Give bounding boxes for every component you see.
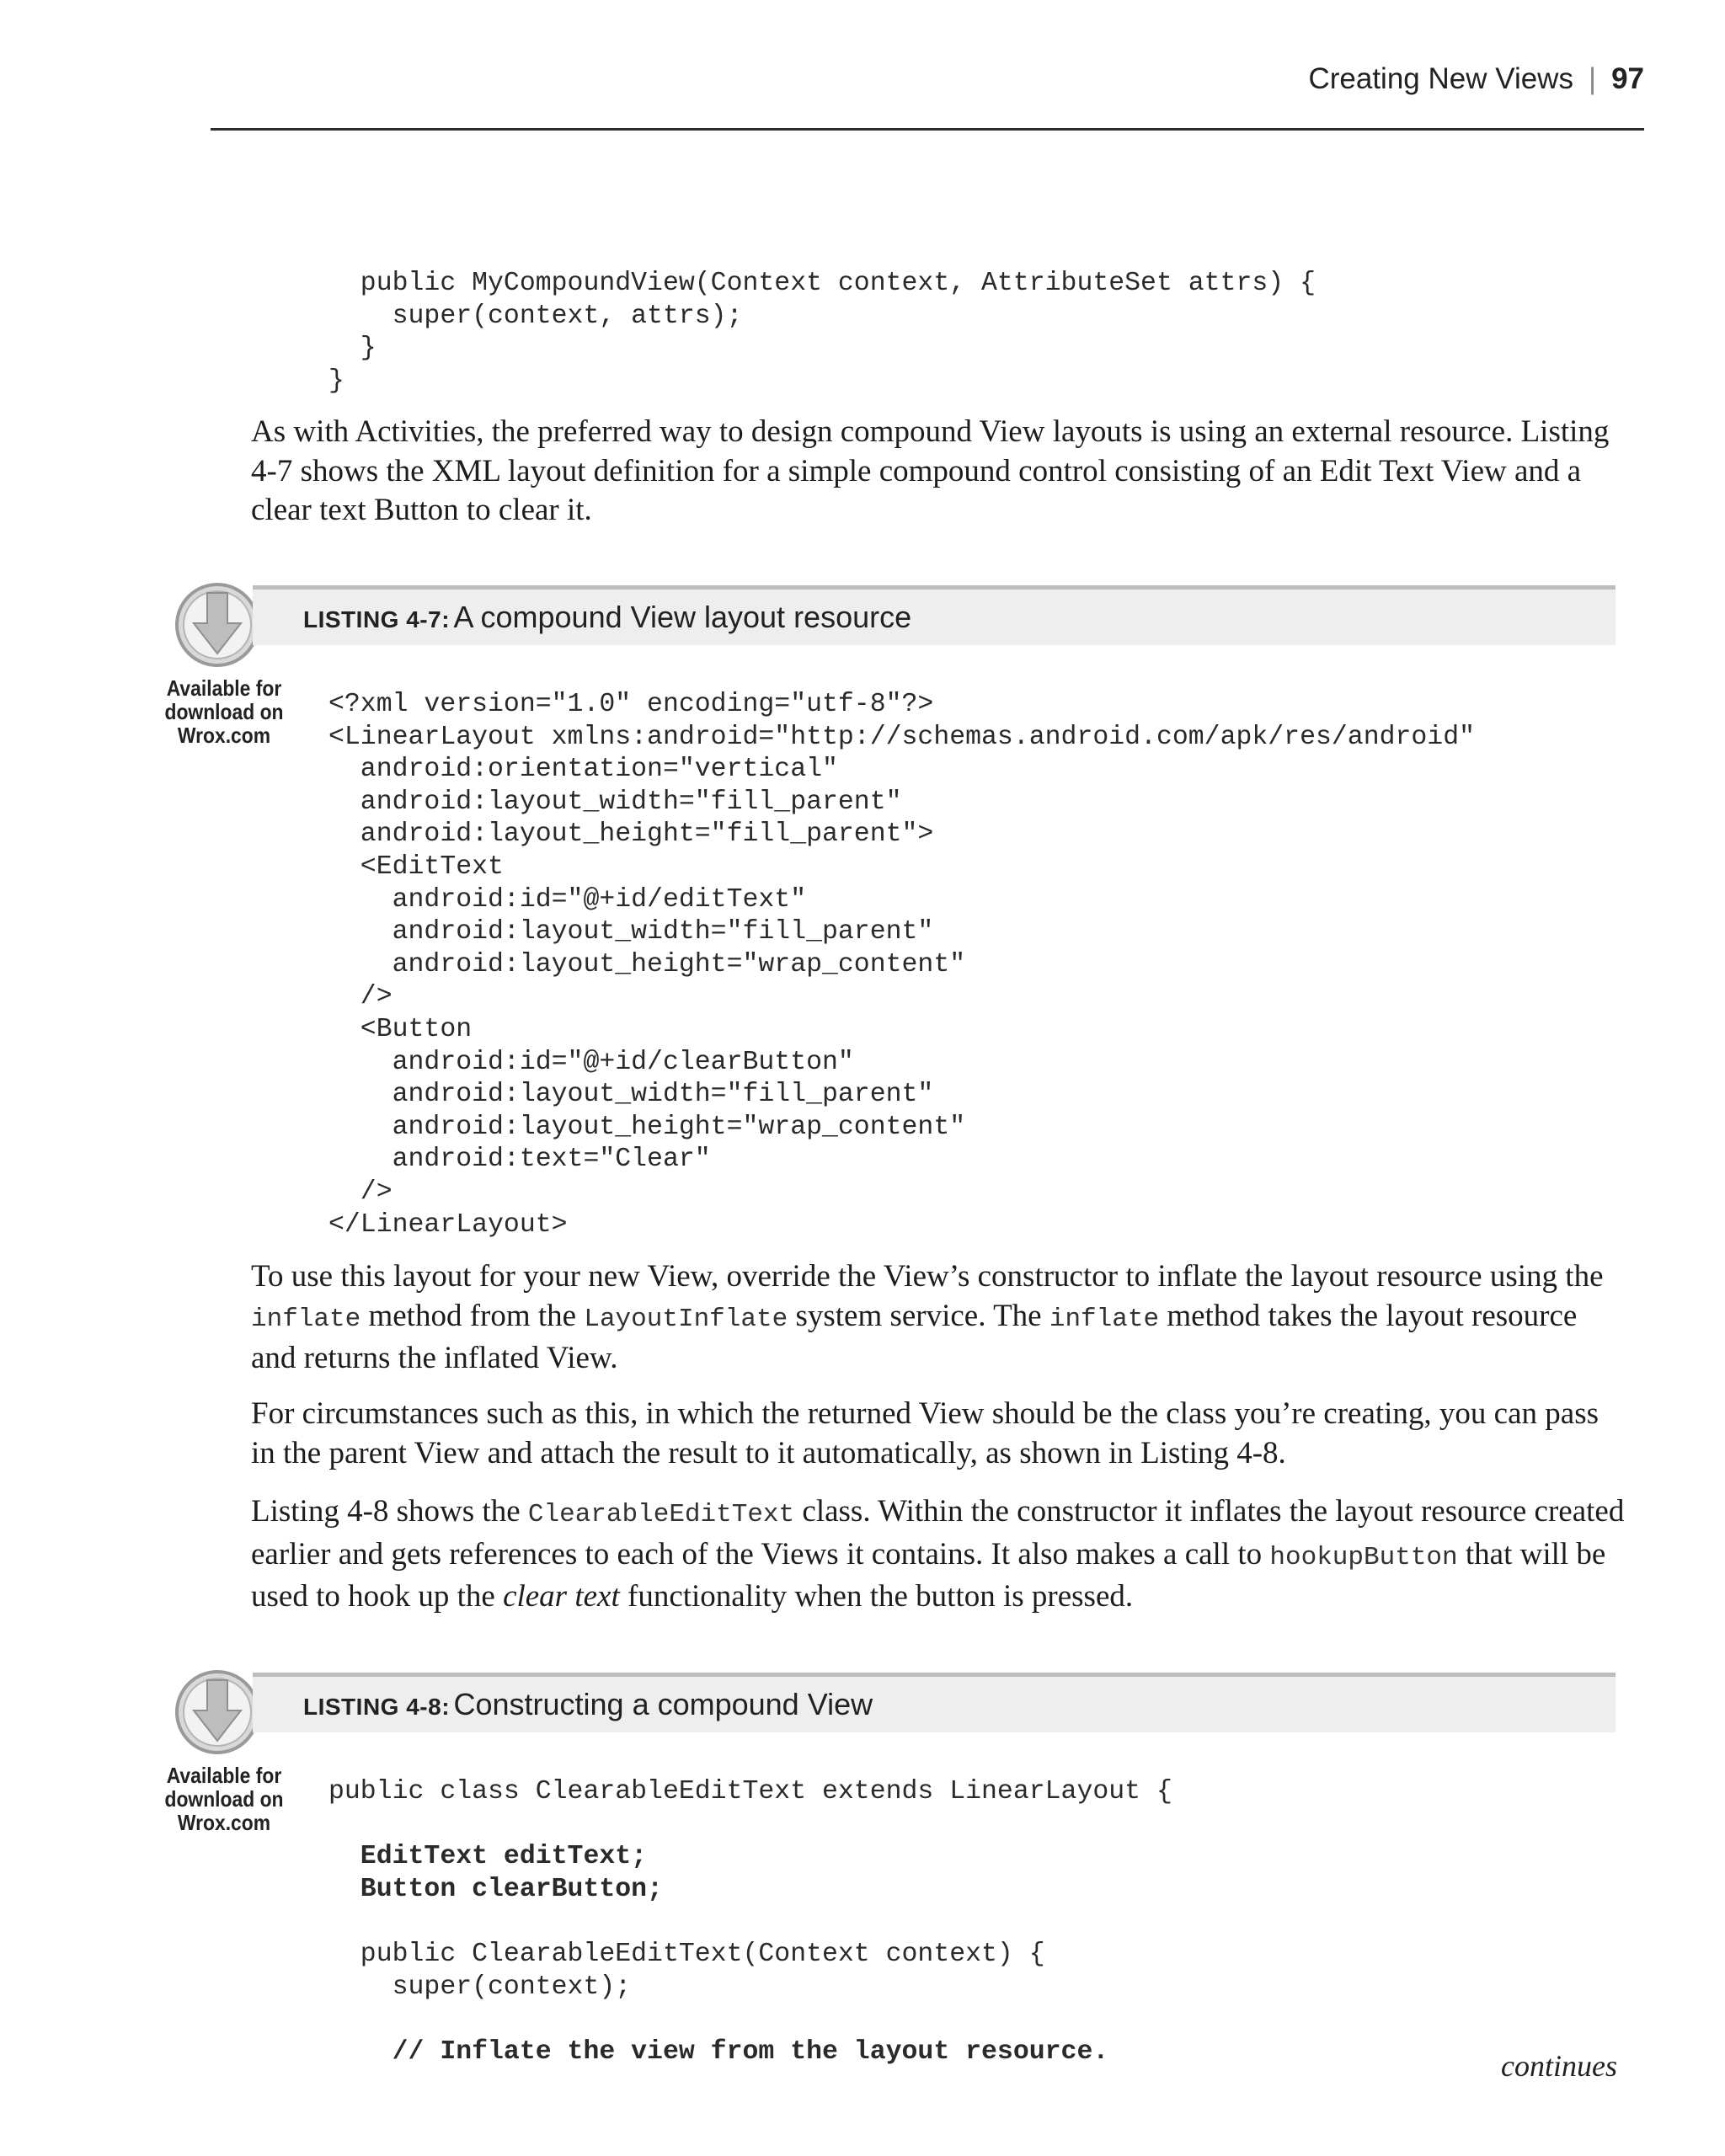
code-line-blank	[328, 1809, 1172, 1842]
listing-label: LISTING 4-7:	[303, 606, 451, 632]
paragraph-intro: As with Activities, the preferred way to design compound View layouts is using an external resource. Listing 4-7 shows the XML layout definition for a simple compound control consisting of an Edit Text View and a clear text Button to clear it.	[251, 414, 1610, 527]
header-separator: |	[1588, 62, 1597, 95]
code-line: <EditText	[328, 851, 504, 882]
page-number: 97	[1611, 62, 1644, 95]
code-line: android:layout_height="wrap_content"	[328, 1112, 966, 1142]
text-run: system service. The	[788, 1298, 1049, 1333]
code-line: android:text="Clear"	[328, 1145, 711, 1175]
code-line: />	[328, 1177, 393, 1207]
code-line: android:layout_width="fill_parent"	[328, 917, 934, 947]
download-line: Wrox.com	[177, 723, 271, 748]
code-line: public MyCompoundView(Context context, AttributeSet attrs) {	[328, 269, 1316, 298]
paragraph-inflate	[251, 1257, 1626, 1379]
download-note	[158, 1764, 291, 1834]
listing-name: Constructing a compound View	[453, 1687, 873, 1721]
download-note	[158, 676, 291, 747]
code-line	[328, 2036, 1172, 2069]
inline-code: inflate	[251, 1304, 361, 1334]
code-line-blank	[328, 2004, 1172, 2036]
paragraph-parent-view: For circumstances such as this, in which the returned View should be the class you’re creating, you can pass in the parent View and attach the result to it automatically, as shown in Listing 4-8.	[251, 1396, 1599, 1470]
download-line: download on	[164, 1786, 284, 1812]
download-line: Wrox.com	[177, 1810, 271, 1835]
code-line-blank	[328, 1906, 1172, 1939]
header-text	[1308, 62, 1644, 96]
code-line: super(context, attrs);	[328, 301, 743, 331]
emphasis: clear text	[503, 1579, 620, 1614]
continues-note: continues	[1501, 2049, 1617, 2083]
code-line: android:id="@+id/clearButton"	[328, 1047, 854, 1077]
text-run: method takes the layout resource and returns the inflated View.	[251, 1298, 1578, 1375]
listing-title	[303, 1687, 873, 1722]
paragraph-listing-4-8	[251, 1492, 1626, 1617]
code-line: public class ClearableEditText extends LinearLayout {	[328, 1777, 1172, 1806]
code-block-java	[328, 1776, 1172, 2068]
listing-title	[303, 600, 911, 635]
code-line: <Button	[328, 1014, 473, 1044]
code-line: android:layout_height="wrap_content"	[328, 949, 966, 979]
code-block-top	[328, 268, 1316, 398]
code-line	[328, 1874, 1172, 1907]
running-header	[211, 62, 1644, 131]
code-line: />	[328, 982, 393, 1012]
code-line: <?xml version="1.0" encoding="utf-8"?>	[328, 690, 934, 719]
listing-name: A compound View layout resource	[453, 600, 912, 634]
header-title: Creating New Views	[1308, 62, 1573, 95]
download-line: Available for	[166, 675, 282, 701]
code-line: android:id="@+id/editText"	[328, 884, 807, 915]
code-bold: EditText editText;	[328, 1842, 648, 1872]
code-bold: // Inflate the view from the layout resource.	[328, 2036, 1109, 2067]
listing-4-7-bar	[253, 585, 1616, 645]
text-run: functionality when the button is pressed.	[619, 1579, 1134, 1614]
download-icon	[174, 1668, 261, 1756]
code-line: android:layout_width="fill_parent"	[328, 1080, 934, 1110]
code-line	[328, 1841, 1172, 1874]
code-bold: Button clearButton;	[328, 1874, 663, 1904]
code-line: public ClearableEditText(Context context) {	[328, 1939, 1045, 1969]
text-run: method from the	[360, 1298, 585, 1333]
inline-code: inflate	[1049, 1304, 1160, 1334]
listing-4-8-bar	[253, 1673, 1616, 1732]
code-line: android:layout_width="fill_parent"	[328, 787, 902, 817]
inline-code: hookupButton	[1269, 1542, 1458, 1572]
download-line: download on	[164, 699, 284, 724]
download-line: Available for	[166, 1763, 282, 1788]
text-run: that will be used to hook up the	[251, 1536, 1606, 1614]
text-run: Listing 4-8 shows the	[251, 1494, 528, 1529]
text-run: To use this layout for your new View, override the View’s constructor to inflate the layout resource using the	[251, 1259, 1604, 1294]
inline-code: ClearableEditText	[527, 1500, 795, 1529]
code-line: android:layout_height="fill_parent">	[328, 819, 934, 850]
code-line: </LinearLayout>	[328, 1209, 568, 1240]
code-line: super(context);	[328, 1972, 632, 2002]
text-run: class. Within the constructor it inflates the layout resource created earlier and gets references to each of the Views it contains. It also makes a call to	[251, 1494, 1625, 1572]
download-icon	[174, 581, 261, 669]
code-line: }	[328, 366, 344, 396]
inline-code: LayoutInflate	[584, 1304, 788, 1334]
code-line: android:orientation="vertical"	[328, 755, 838, 785]
code-line: }	[328, 334, 377, 364]
code-line: <LinearLayout xmlns:android="http://schemas.android.com/apk/res/android"	[328, 722, 1476, 752]
listing-label: LISTING 4-8:	[303, 1694, 451, 1720]
code-block-xml	[328, 689, 1475, 1241]
